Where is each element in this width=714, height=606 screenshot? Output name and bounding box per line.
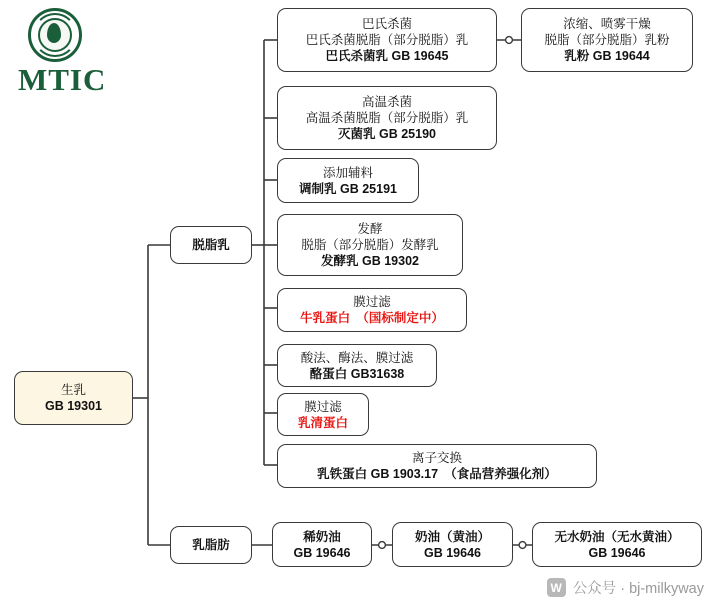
node-sterilized-milk[interactable] [277, 86, 497, 150]
node-cream-line-1: GB 19646 [293, 545, 351, 560]
node-modified-line-0: 添加辅料 [322, 165, 373, 180]
node-butter[interactable] [392, 522, 513, 567]
node-modified-milk[interactable] [277, 158, 419, 203]
node-raw-milk-line-0: 生乳 [60, 383, 86, 397]
node-powder-line-1: 脱脂（部分脱脂）乳粉 [544, 33, 670, 47]
node-modified-line-1: 调制乳 GB 25191 [299, 181, 397, 196]
node-pasteurized-line-2: 巴氏杀菌乳 GB 19645 [325, 49, 449, 63]
node-casein[interactable] [277, 344, 437, 387]
node-skim-milk-line-0: 脱脂乳 [192, 238, 230, 252]
node-anhydrous-milk-fat[interactable] [532, 522, 702, 567]
node-whey-protein[interactable] [277, 393, 369, 436]
logo-text: MTIC [18, 62, 107, 97]
node-butter-line-0: 奶油（黄油） [414, 529, 490, 544]
node-pasteurized-milk[interactable] [277, 8, 497, 72]
node-sterilized-line-2: 灭菌乳 GB 25190 [338, 127, 436, 141]
node-powder-line-0: 浓缩、喷雾干燥 [563, 17, 651, 31]
node-whey-line-1: 乳清蛋白 [297, 415, 348, 430]
node-pasteurized-line-0: 巴氏杀菌 [361, 17, 412, 31]
node-sterilized-line-0: 高温杀菌 [361, 95, 412, 109]
node-milk-protein[interactable] [277, 288, 467, 332]
node-milk-fat-line-0: 乳脂肪 [192, 538, 230, 552]
node-milk-powder[interactable] [521, 8, 693, 72]
node-milk-protein-line-1: 牛乳蛋白 （国标制定中） [300, 311, 444, 325]
node-skim-milk[interactable] [170, 226, 252, 264]
node-fermented-line-1: 脱脂（部分脱脂）发酵乳 [301, 238, 439, 252]
node-lactoferrin-line-0: 离子交换 [411, 451, 462, 465]
node-butter-line-1: GB 19646 [424, 545, 481, 560]
wechat-icon: W [547, 578, 566, 597]
node-sterilized-line-1: 高温杀菌脱脂（部分脱脂）乳 [305, 111, 469, 125]
mtic-logo [14, 6, 124, 98]
node-fermented-line-0: 发酵 [357, 222, 383, 236]
node-casein-line-1: 酪蛋白 GB31638 [309, 366, 405, 381]
watermark [547, 577, 704, 598]
node-whey-line-0: 膜过滤 [304, 399, 342, 414]
node-cream[interactable] [272, 522, 372, 567]
node-fermented-milk[interactable] [277, 214, 463, 276]
node-lactoferrin-line-1: 乳铁蛋白 GB 1903.17 （食品营养强化剂） [317, 467, 557, 481]
node-casein-line-0: 酸法、酶法、膜过滤 [300, 350, 414, 365]
node-milk-fat[interactable] [170, 526, 252, 564]
node-pasteurized-line-1: 巴氏杀菌脱脂（部分脱脂）乳 [305, 33, 469, 47]
node-anhydrous-line-1: GB 19646 [588, 545, 646, 560]
node-lactoferrin[interactable] [277, 444, 597, 488]
watermark-text: 公众号 · bj-milkyway [572, 581, 704, 597]
node-cream-line-0: 稀奶油 [303, 529, 341, 544]
node-fermented-line-2: 发酵乳 GB 19302 [321, 254, 419, 268]
node-anhydrous-line-0: 无水奶油（无水黄油） [554, 529, 680, 544]
node-raw-milk[interactable] [14, 371, 133, 425]
node-raw-milk-line-1: GB 19301 [45, 399, 102, 413]
node-powder-line-2: 乳粉 GB 19644 [564, 49, 650, 63]
node-milk-protein-line-0: 膜过滤 [353, 295, 391, 309]
seal-icon [28, 8, 82, 62]
